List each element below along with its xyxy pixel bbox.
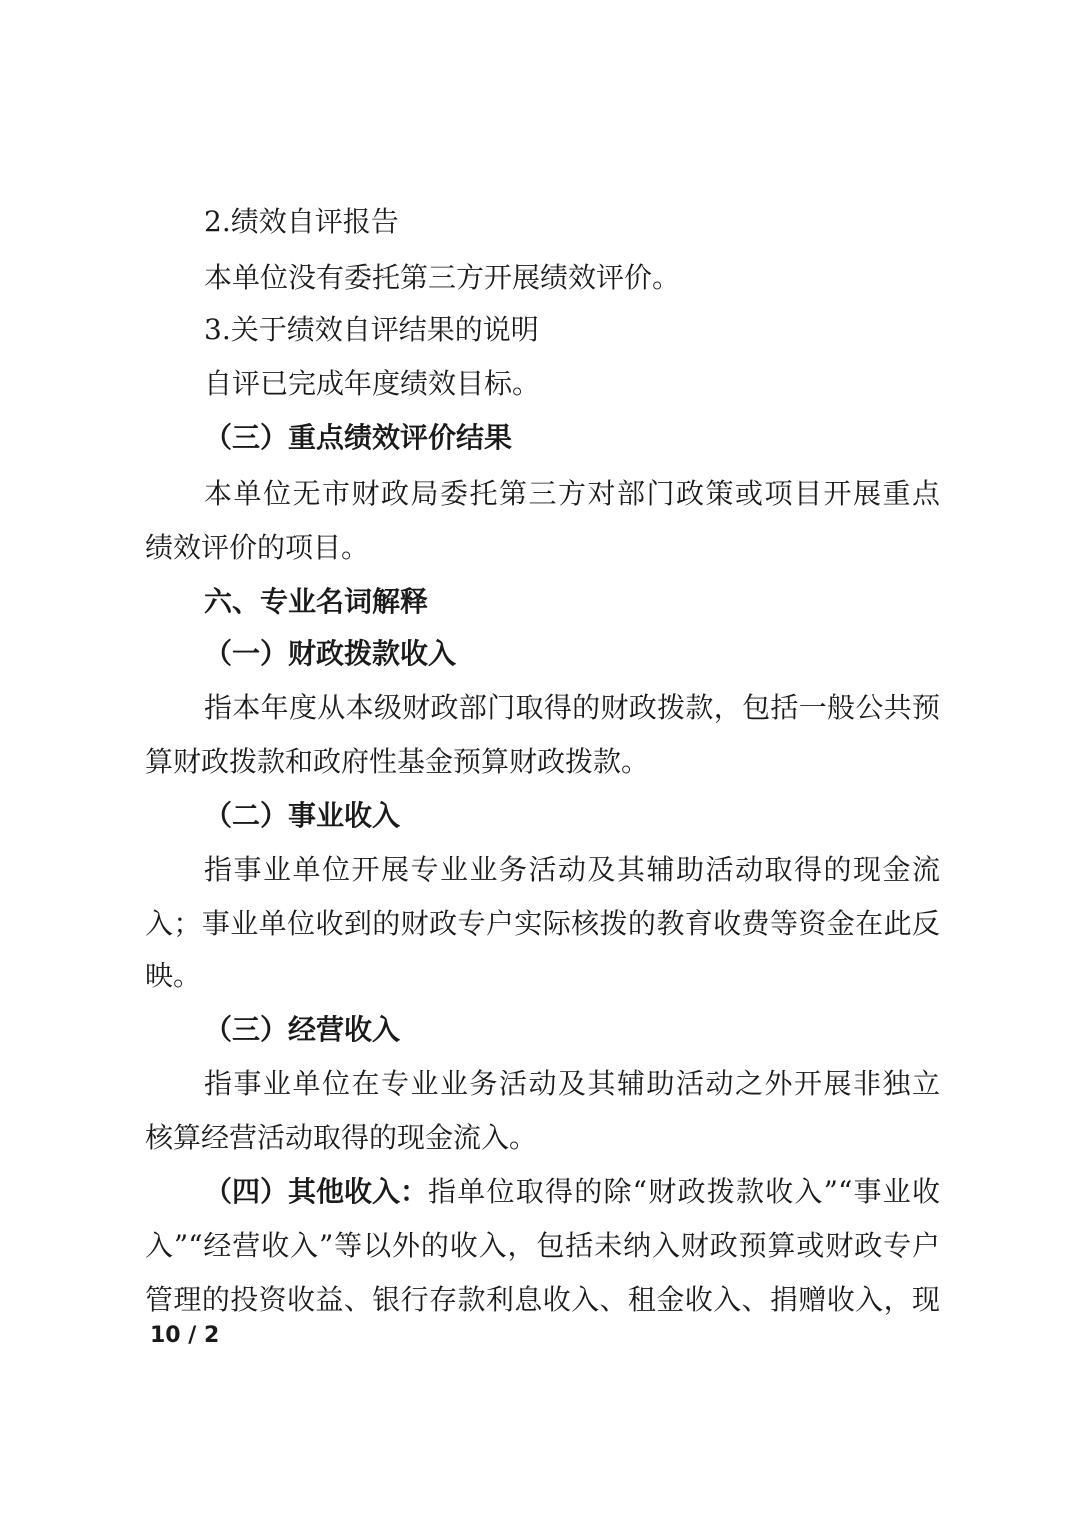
paragraph-text: 指单位取得的除“财政拨款收入”“事业收 bbox=[428, 1175, 940, 1208]
paragraph-line: 本单位无市财政局委托第三方对部门政策或项目开展重点 bbox=[204, 477, 940, 510]
subheading-business-income: （二）事业收入 bbox=[204, 799, 401, 832]
paragraph-line: 映。 bbox=[145, 959, 202, 992]
paragraph-line: 指事业单位在专业业务活动及其辅助活动之外开展非独立 bbox=[204, 1067, 940, 1100]
paragraph-line: 核算经营活动取得的现金流入。 bbox=[145, 1121, 538, 1154]
paragraph: 自评已完成年度绩效目标。 bbox=[204, 367, 541, 400]
item-self-evaluation-report: 2.绩效自评报告 bbox=[204, 205, 399, 238]
subheading-other-income: （四）其他收入： bbox=[204, 1175, 429, 1208]
paragraph-line: 算财政拨款和政府性基金预算财政拨款。 bbox=[145, 745, 650, 778]
paragraph: 本单位没有委托第三方开展绩效评价。 bbox=[204, 261, 681, 294]
item-self-evaluation-explanation: 3.关于绩效自评结果的说明 bbox=[204, 313, 539, 346]
section-heading-glossary: 六、专业名词解释 bbox=[204, 585, 429, 618]
subheading-key-evaluation: （三）重点绩效评价结果 bbox=[204, 421, 513, 454]
paragraph-line: 管理的投资收益、银行存款利息收入、租金收入、捐赠收入，现 bbox=[145, 1283, 940, 1316]
paragraph-line: 绩效评价的项目。 bbox=[145, 531, 370, 564]
paragraph-line-other-income bbox=[204, 1174, 940, 1210]
page-number: 10 / 2 bbox=[150, 1323, 220, 1348]
subheading-operating-income: （三）经营收入 bbox=[204, 1013, 401, 1046]
paragraph-line: 入；事业单位收到的财政专户实际核拨的教育收费等资金在此反 bbox=[145, 907, 940, 940]
paragraph-line: 入”“经营收入”等以外的收入，包括未纳入财政预算或财政专户 bbox=[145, 1229, 940, 1262]
paragraph-line: 指本年度从本级财政部门取得的财政拨款，包括一般公共预 bbox=[204, 691, 940, 724]
subheading-fiscal-appropriation: （一）财政拨款收入 bbox=[204, 637, 457, 670]
paragraph-line: 指事业单位开展专业业务活动及其辅助活动取得的现金流 bbox=[204, 853, 940, 886]
